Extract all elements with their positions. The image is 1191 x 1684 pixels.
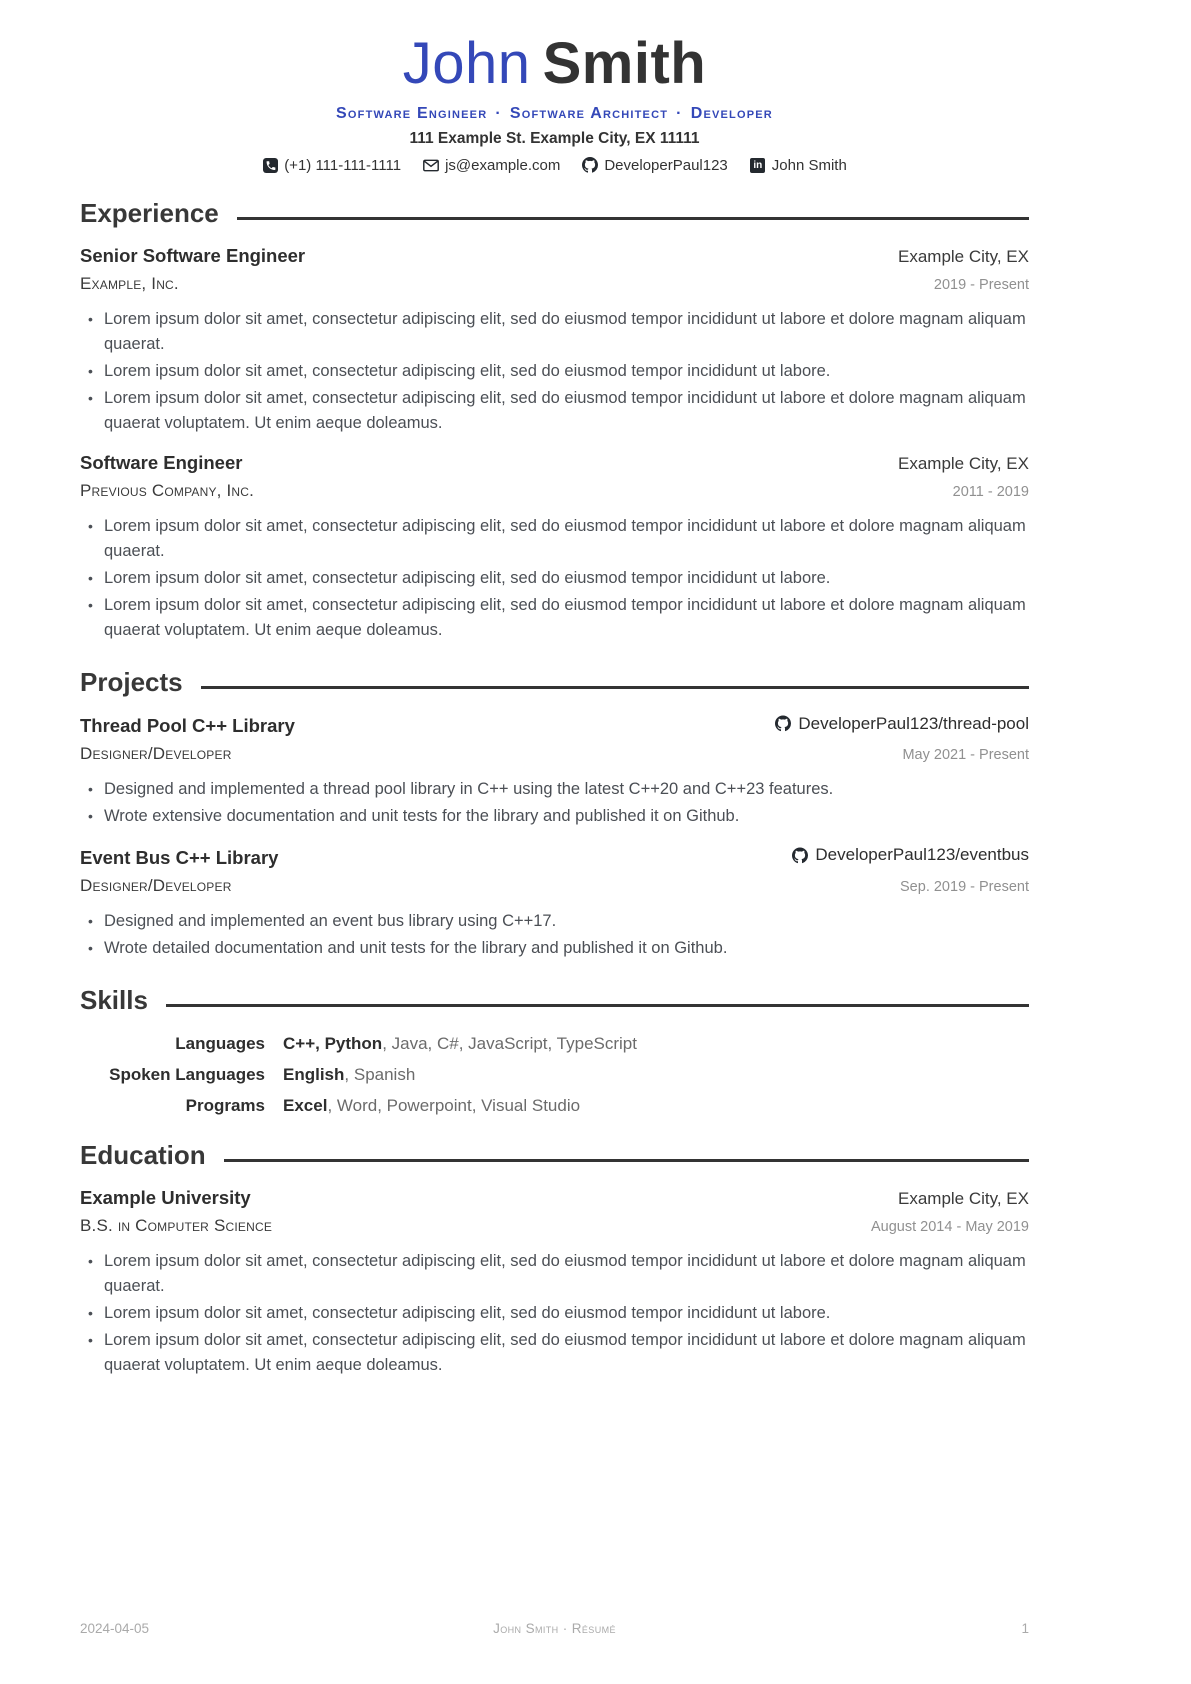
skill-values [283, 1034, 1029, 1054]
section-skills [80, 985, 1029, 1116]
skill-secondary: , Spanish [344, 1064, 416, 1084]
bullet-item: • Lorem ipsum dolor sit amet, consectetur adipiscing elit, sed do eiusmod tempor incididunt ut labore et dolore magnam aliquam quaerat. [80, 514, 1029, 564]
section-title: Education [80, 1139, 206, 1170]
skill-label: Languages [175, 1033, 265, 1053]
job-dates: 2011 - 2019 [952, 483, 1029, 500]
education-entry [80, 1187, 1029, 1378]
linkedin-contact[interactable] [750, 157, 847, 174]
section-title: Projects [80, 666, 183, 697]
section-header [80, 198, 1029, 229]
bullet-item: • Lorem ipsum dolor sit amet, consectetur adipiscing elit, sed do eiusmod tempor incididunt ut labore. [80, 566, 1029, 591]
section-projects [80, 667, 1029, 961]
project-dates: Sep. 2019 - Present [900, 878, 1029, 895]
project-entry [80, 845, 1029, 961]
project-name: Event Bus C++ Library [80, 846, 279, 868]
project-repo-link[interactable] [775, 714, 1029, 734]
phone-icon [262, 157, 278, 173]
section-rule [166, 1004, 1029, 1007]
tagline-part: Developer [690, 104, 773, 122]
job-dates: 2019 - Present [933, 276, 1029, 293]
section-education [80, 1140, 1029, 1378]
skill-values [283, 1096, 1029, 1116]
bullet-item: • Designed and implemented a thread pool library in C++ using the latest C++20 and C++23 features. [80, 777, 1029, 802]
resume-header [80, 31, 1029, 174]
bullet-item: • Lorem ipsum dolor sit amet, consectetur adipiscing elit, sed do eiusmod tempor incididunt ut labore et dolore magnam aliquam quaerat. [80, 307, 1029, 357]
github-contact[interactable] [582, 157, 727, 174]
skill-primary: C++, Python [283, 1033, 383, 1053]
company-name: Previous Company, Inc. [80, 480, 255, 500]
job-title: Software Engineer [80, 451, 243, 473]
tagline-separator: · [495, 104, 502, 122]
page-footer [80, 1621, 1029, 1636]
section-rule [224, 1159, 1029, 1162]
section-header [80, 1140, 1029, 1171]
first-name: John [402, 31, 531, 96]
bullet-item: • Lorem ipsum dolor sit amet, consectetur adipiscing elit, sed do eiusmod tempor incididunt ut labore. [80, 359, 1029, 384]
github-icon [775, 716, 791, 732]
education-dates: August 2014 - May 2019 [871, 1218, 1029, 1235]
address: 111 Example St. Example City, EX 11111 [409, 129, 700, 147]
bullet-list [80, 909, 1029, 961]
skill-secondary: , Java, C#, JavaScript, TypeScript [382, 1033, 637, 1053]
github-icon [792, 847, 808, 863]
skill-primary: Excel [283, 1095, 328, 1115]
degree: B.S. in Computer Science [80, 1215, 273, 1235]
tagline-part: Software Architect [509, 104, 669, 122]
email-icon [423, 157, 439, 173]
person-name [80, 31, 1029, 96]
school-location: Example City, EX [897, 1188, 1029, 1208]
job-title: Senior Software Engineer [80, 244, 306, 266]
tagline-part: Software Engineer [336, 104, 488, 122]
bullet-list [80, 514, 1029, 643]
email-address: js@example.com [445, 156, 561, 174]
contact-row [80, 157, 1029, 174]
repo-path: DeveloperPaul123/thread-pool [798, 713, 1029, 733]
job-location: Example City, EX [897, 453, 1029, 473]
company-name: Example, Inc. [80, 273, 179, 293]
phone-number: (+1) 111-111-1111 [284, 156, 402, 174]
footer-page-number: 1 [1021, 1621, 1029, 1636]
github-username: DeveloperPaul123 [604, 156, 728, 174]
section-header [80, 985, 1029, 1016]
section-header [80, 667, 1029, 698]
section-title: Skills [80, 984, 148, 1015]
linkedin-name: John Smith [771, 156, 847, 174]
github-icon [582, 157, 598, 173]
tagline [80, 105, 1029, 123]
bullet-list [80, 777, 1029, 829]
bullet-item: • Lorem ipsum dolor sit amet, consectetur adipiscing elit, sed do eiusmod tempor incididunt ut labore. [80, 1301, 1029, 1326]
bullet-item: • Wrote extensive documentation and unit tests for the library and published it on Github. [80, 804, 1029, 829]
job-location: Example City, EX [897, 246, 1029, 266]
section-rule [201, 686, 1029, 689]
skills-grid [80, 1034, 1029, 1116]
project-repo-link[interactable] [792, 845, 1029, 865]
skill-label: Programs [185, 1095, 265, 1115]
bullet-list [80, 1249, 1029, 1378]
project-entry [80, 714, 1029, 830]
footer-date: 2024-04-05 [80, 1621, 150, 1636]
experience-entry [80, 452, 1029, 643]
bullet-item: • Lorem ipsum dolor sit amet, consectetur adipiscing elit, sed do eiusmod tempor incididunt ut labore et dolore magnam aliquam quaerat voluptatem. Ut enim aeque doleamus. [80, 1328, 1029, 1378]
school-name: Example University [80, 1186, 251, 1208]
phone-contact[interactable] [262, 157, 401, 174]
section-title: Experience [80, 197, 219, 228]
last-name: Smith [542, 31, 707, 96]
bullet-list [80, 307, 1029, 436]
bullet-item: • Designed and implemented an event bus library using C++17. [80, 909, 1029, 934]
skill-values [283, 1065, 1029, 1085]
footer-title: John Smith · Résumé [493, 1621, 616, 1636]
section-rule [237, 217, 1029, 220]
skill-secondary: , Word, Powerpoint, Visual Studio [327, 1095, 581, 1115]
section-experience [80, 198, 1029, 643]
bullet-item: • Lorem ipsum dolor sit amet, consectetur adipiscing elit, sed do eiusmod tempor incididunt ut labore et dolore magnam aliquam quaerat voluptatem. Ut enim aeque doleamus. [80, 386, 1029, 436]
email-contact[interactable] [423, 157, 560, 174]
tagline-separator: · [676, 104, 683, 122]
bullet-item: • Wrote detailed documentation and unit tests for the library and published it on Github. [80, 936, 1029, 961]
skill-primary: English [283, 1064, 345, 1084]
project-name: Thread Pool C++ Library [80, 715, 295, 737]
repo-path: DeveloperPaul123/eventbus [815, 845, 1029, 865]
bullet-item: • Lorem ipsum dolor sit amet, consectetur adipiscing elit, sed do eiusmod tempor incididunt ut labore et dolore magnam aliquam quaerat. [80, 1249, 1029, 1299]
skill-label: Spoken Languages [109, 1064, 265, 1084]
project-dates: May 2021 - Present [902, 747, 1029, 764]
bullet-item: • Lorem ipsum dolor sit amet, consectetur adipiscing elit, sed do eiusmod tempor incididunt ut labore et dolore magnam aliquam quaerat voluptatem. Ut enim aeque doleamus. [80, 593, 1029, 643]
project-role: Designer/Developer [80, 875, 232, 895]
experience-entry [80, 245, 1029, 436]
linkedin-icon: in [750, 157, 766, 173]
project-role: Designer/Developer [80, 744, 232, 764]
